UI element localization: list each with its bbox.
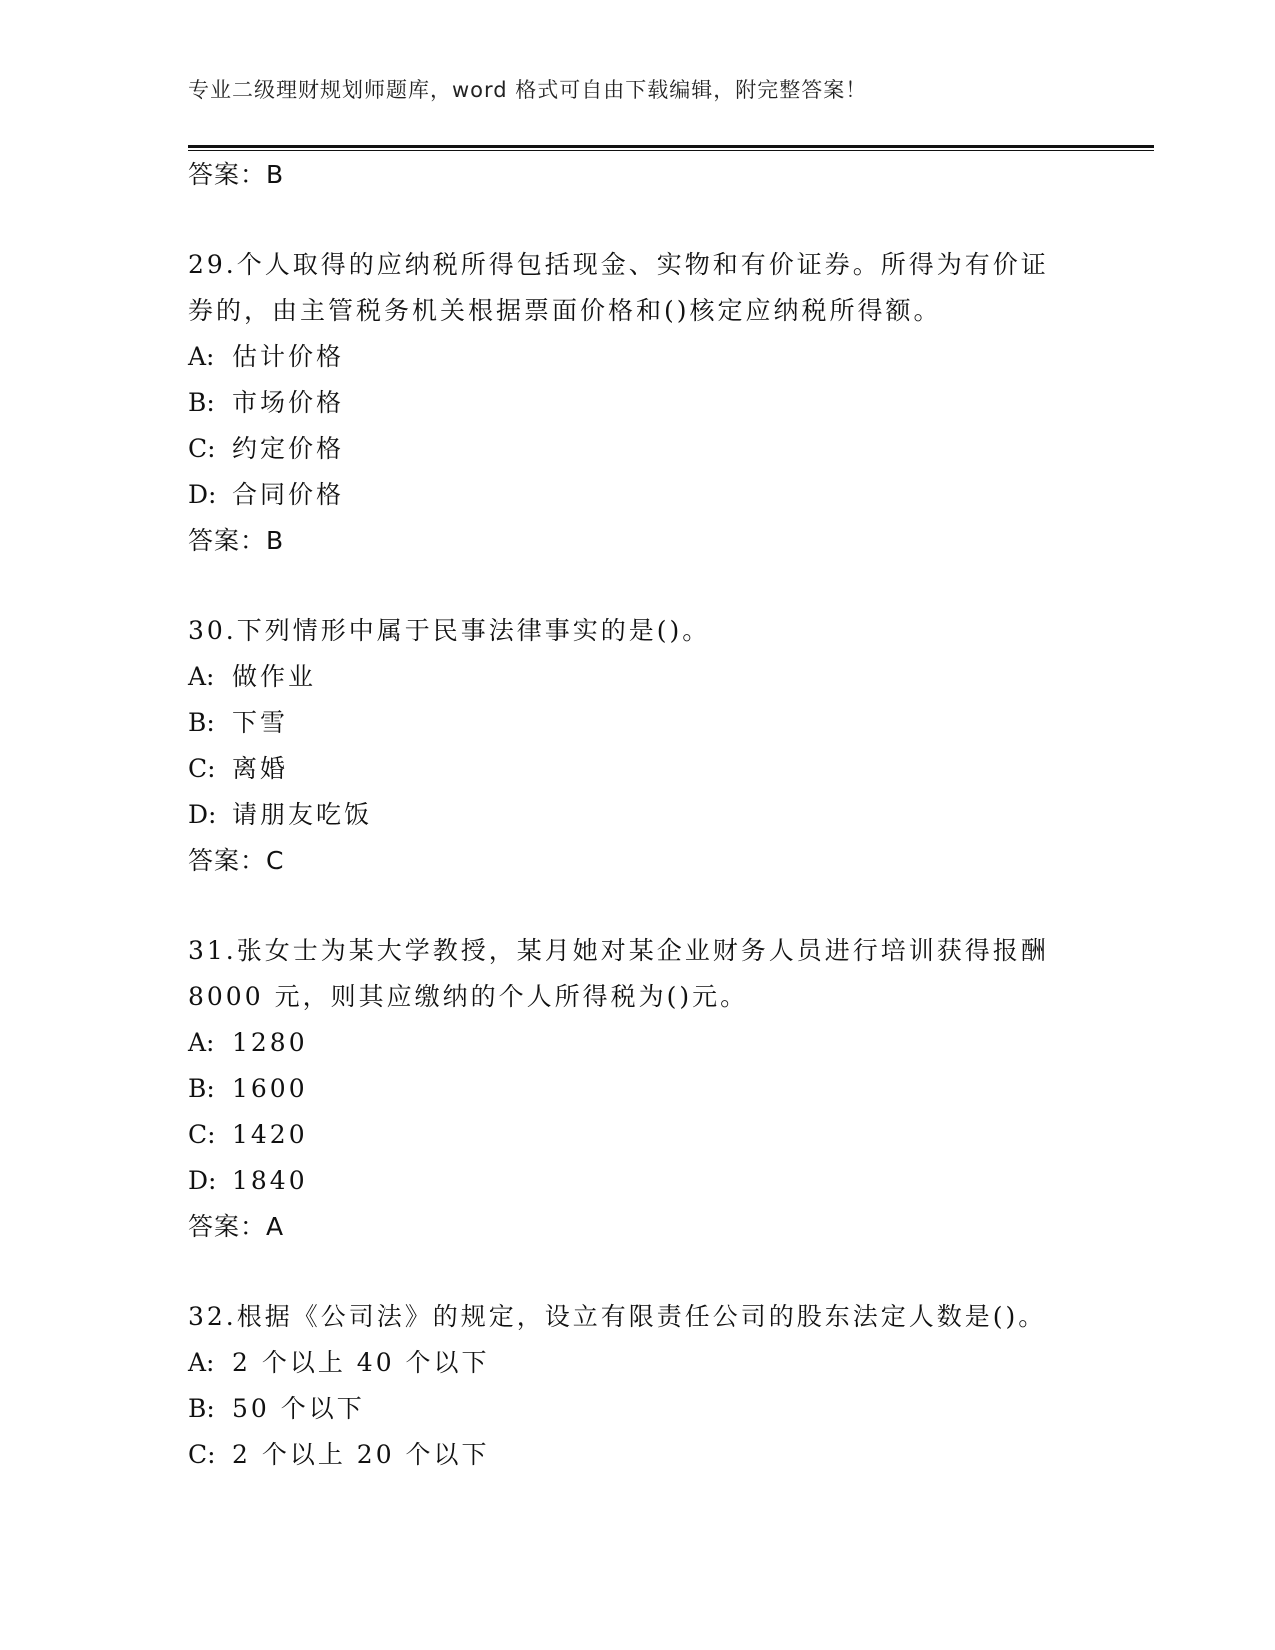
option-letter: D: (188, 800, 217, 829)
option-letter: C: (188, 1440, 216, 1469)
option-text: 做作业 (232, 662, 317, 691)
option-d (188, 1158, 1088, 1204)
question-text-line: 8000 元，则其应缴纳的个人所得税为()元。 (188, 982, 749, 1011)
answer-value: C (266, 846, 285, 875)
answer-line (188, 838, 1088, 884)
option-a (188, 1340, 1088, 1386)
question-text-line: 29.个人取得的应纳税所得包括现金、实物和有价证券。所得为有价证 (188, 250, 1049, 279)
prev-answer-line (188, 152, 1088, 198)
option-text: 离婚 (232, 754, 289, 783)
option-text: 2 个以上 20 个以下 (232, 1440, 490, 1469)
option-text: 1840 (232, 1166, 308, 1195)
question-text-line: 券的，由主管税务机关根据票面价格和()核定应纳税所得额。 (188, 296, 942, 325)
answer-label: 答案： (188, 526, 267, 555)
option-letter: D: (188, 480, 217, 509)
answer-label: 答案： (188, 1212, 267, 1241)
question-31 (188, 928, 1088, 1250)
option-text: 下雪 (232, 708, 289, 737)
option-letter: C: (188, 754, 216, 783)
content (188, 152, 1088, 1478)
option-text: 请朋友吃饭 (232, 800, 373, 829)
option-letter: B: (188, 1394, 215, 1423)
option-letter: B: (188, 708, 215, 737)
header-rule-thin (188, 150, 1154, 151)
option-c (188, 1432, 1088, 1478)
answer-label: 答案： (188, 160, 267, 189)
option-text: 1420 (232, 1120, 308, 1149)
option-letter: A: (188, 342, 215, 371)
question-29 (188, 242, 1088, 564)
question-text-line: 31.张女士为某大学教授，某月她对某企业财务人员进行培训获得报酬 (188, 936, 1049, 965)
answer-value: B (266, 526, 285, 555)
header-rule-thick (188, 145, 1154, 148)
option-b (188, 1066, 1088, 1112)
option-letter: C: (188, 434, 216, 463)
option-text: 市场价格 (232, 388, 345, 417)
option-letter: D: (188, 1166, 217, 1195)
question-32 (188, 1294, 1088, 1478)
option-letter: A: (188, 1028, 215, 1057)
option-text: 合同价格 (232, 480, 345, 509)
option-a (188, 334, 1088, 380)
option-letter: A: (188, 1348, 215, 1377)
answer-value: B (266, 160, 285, 189)
page-header: 专业二级理财规划师题库，word 格式可自由下载编辑，附完整答案！ (188, 78, 868, 102)
option-d (188, 472, 1088, 518)
option-b (188, 380, 1088, 426)
option-c (188, 426, 1088, 472)
option-text: 1600 (232, 1074, 308, 1103)
question-30 (188, 608, 1088, 884)
option-b (188, 1386, 1088, 1432)
option-b (188, 700, 1088, 746)
option-text: 50 个以下 (232, 1394, 365, 1423)
answer-line (188, 1204, 1088, 1250)
answer-line (188, 518, 1088, 564)
option-text: 2 个以上 40 个以下 (232, 1348, 490, 1377)
option-letter: B: (188, 1074, 215, 1103)
option-c (188, 746, 1088, 792)
answer-label: 答案： (188, 846, 267, 875)
question-text-line: 30.下列情形中属于民事法律事实的是()。 (188, 616, 711, 645)
option-c (188, 1112, 1088, 1158)
option-text: 估计价格 (232, 342, 345, 371)
option-text: 1280 (232, 1028, 308, 1057)
option-letter: A: (188, 662, 215, 691)
option-d (188, 792, 1088, 838)
option-text: 约定价格 (232, 434, 345, 463)
option-a (188, 1020, 1088, 1066)
answer-value: A (266, 1212, 285, 1241)
option-a (188, 654, 1088, 700)
option-letter: C: (188, 1120, 216, 1149)
option-letter: B: (188, 388, 215, 417)
question-text-line: 32.根据《公司法》的规定，设立有限责任公司的股东法定人数是()。 (188, 1302, 1047, 1331)
